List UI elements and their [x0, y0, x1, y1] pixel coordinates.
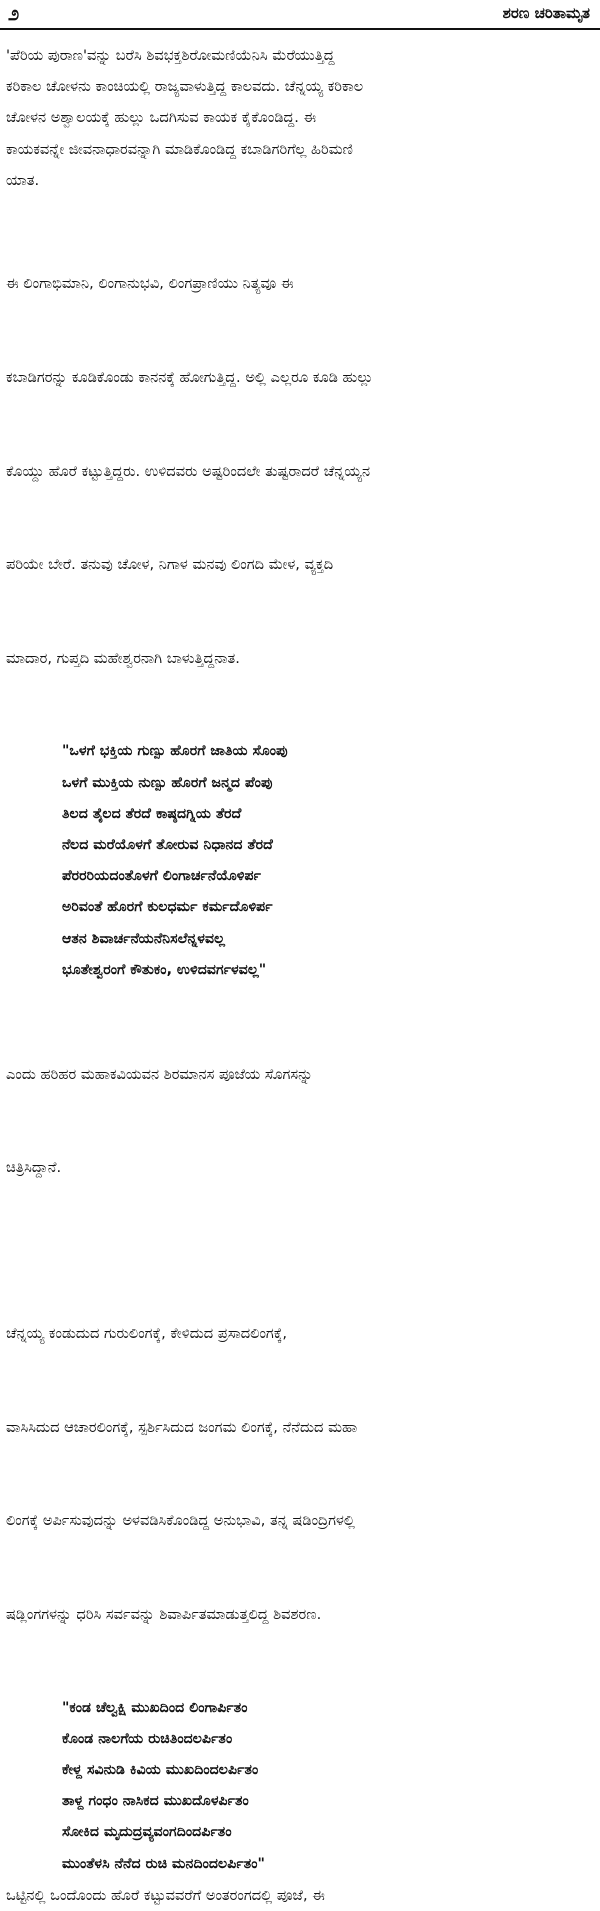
verse-line: ಭೂತೇಶ್ವರಂಗೆ ಕೌತುಕಂ, ಉಳಿದವರ್ಗಳವಲ್ಲ": [62, 961, 267, 978]
verse-line: ತಿಲದ ತೈಲದ ತೆರದೆ ಕಾಷ್ಠದಗ್ನಿಯ ತೆರದೆ: [62, 805, 242, 822]
paragraph: [6, 40, 594, 196]
paragraph-line: ಒಟ್ಟಿನಲ್ಲಿ ಒಂದೊಂದು ಹೊರೆ ಕಟ್ಟುವವರೆಗೆ ಅಂತರಂಗದಲ್ಲಿ ಪೂಜೆ, ಈ: [6, 1886, 325, 1904]
paragraph-line: ಕೊಯ್ದು ಹೊರೆ ಕಟ್ಟುತ್ತಿದ್ದರು. ಉಳಿದವರು ಅಷ್ಟರಿಂದಲೇ ತುಷ್ಟರಾದರೆ ಚೆನ್ನಯ್ಯನ: [6, 462, 371, 480]
paragraph-line: ಎಂದು ಹರಿಹರ ಮಹಾಕವಿಯವನ ಶಿರಮಾನಸ ಪೂಜೆಯ ಸೊಗಸನ್ನು: [6, 1065, 313, 1083]
paragraph-line: ಈ ಲಿಂಗಾಭಿಮಾನಿ, ಲಿಂಗಾನುಭವಿ, ಲಿಂಗಪ್ರಾಣಿಯು ನಿತ್ಯವೂ ಈ: [6, 275, 294, 293]
paragraph: [6, 206, 594, 736]
verse-line: ನೆಲದ ಮರೆಯೊಳಗೆ ತೋರುವ ನಿಧಾನದ ತೆರದೆ: [62, 837, 273, 854]
paragraph-gap: [6, 986, 594, 996]
paragraph-line: ಪರಿಯೇ ಬೇರೆ. ತನುವು ಚೋಳ, ನಿಗಾಳ ಮನವು ಲಿಂಗದಿ ಮೇಳ, ವ್ಯಕ್ತದಿ: [6, 556, 334, 574]
verse-line: ಸೋಕಿದ ಮೃದುದ್ರವ್ಯವಂಗದಿಂದರ್ಪಿತಂ: [62, 1824, 232, 1841]
paragraph-line: 'ಪೆರಿಯ ಪುರಾಣ'ವನ್ನು ಬರೆಸಿ ಶಿವಭಕ್ತಶಿರೋಮಣಿಯೆನಿಸಿ ಮೆರೆಯುತ್ತಿದ್ದ: [6, 47, 335, 64]
paragraph-line: ಕರಿಕಾಲ ಚೋಳನು ಕಾಂಚಿಯಲ್ಲಿ ರಾಜ್ಯವಾಳುತ್ತಿದ್ದ ಕಾಲವದು. ಚೆನ್ನಯ್ಯ ಕರಿಕಾಲ: [6, 78, 364, 96]
verse-line: ಒಳಗೆ ಮುಕ್ತಿಯ ನುಣ್ಪು ಹೊರಗೆ ಜನ್ಮದ ಪೆಂಪು: [62, 774, 273, 791]
verse-line: ತಾಳ್ದ ಗಂಧಂ ನಾಸಿಕದ ಮುಖದೊಳರ್ಪಿತಂ: [62, 1793, 249, 1810]
verse-line: ಕೇಳ್ದ ಸವಿನುಡಿ ಕಿವಿಯ ಮುಖದಿಂದಲರ್ಪಿತಂ: [62, 1761, 259, 1778]
paragraph-line: ಚೋಳನ ಅಶ್ವಾಲಯಕ್ಕೆ ಹುಲ್ಲು ಒದಗಿಸುವ ಕಾಯಕ ಕೈಕೊಂಡಿದ್ದ. ಈ: [6, 109, 317, 127]
paragraph-line: ಕಬಾಡಿಗರನ್ನು ಕೂಡಿಕೊಂಡು ಕಾನನಕ್ಕೆ ಹೋಗುತ್ತಿದ್ದ. ಅಲ್ಲಿ ಎಲ್ಲರೂ ಕೂಡಿ ಹುಲ್ಲು: [6, 369, 374, 387]
paragraph: [6, 1880, 594, 1911]
running-title: ಶರಣ ಚರಿತಾಮೃತ: [502, 4, 590, 22]
paragraph-line: ಮಾದಾರ, ಗುಪ್ತದಿ ಮಹೇಶ್ವರನಾಗಿ ಬಾಳುತ್ತಿದ್ದನಾತ.: [6, 649, 240, 667]
verse-line: ಮುಂತೆಳಸಿ ನೆನೆದ ರುಚಿ ಮನದಿಂದಲರ್ಪಿತಂ": [62, 1855, 265, 1872]
verse-line: "ಕಂಡ ಚೆಲ್ವಕ್ಷಿ ಮುಖದಿಂದ ಲಿಂಗಾರ್ಪಿತಂ: [62, 1699, 248, 1716]
header-rule: [0, 28, 600, 30]
page-number: ೨: [8, 1, 20, 25]
verse-line: ಪೆರರರಿಯದಂತೊಳಗೆ ಲಿಂಗಾರ್ಚನೆಯೊಳಿರ್ಪ: [62, 868, 261, 885]
verse-line: ಅರಿವಂತೆ ಹೊರಗೆ ಕುಲಧರ್ಮ ಕರ್ಮದೊಳಿರ್ಪ: [62, 899, 273, 916]
verse-block: [6, 736, 594, 986]
page-body: [6, 40, 594, 1911]
paragraph-gap: [6, 196, 594, 206]
paragraph-line: ಷಡ್ಲಿಂಗಗಳನ್ನು ಧರಿಸಿ ಸರ್ವವನ್ನು ಶಿವಾರ್ಪಿತಮಾಡುತ್ತಲಿದ್ದ ಶಿವಶರಣ.: [6, 1605, 322, 1623]
paragraph-line: ಕಾಯಕವನ್ನೇ ಜೀವನಾಧಾರವನ್ನಾಗಿ ಮಾಡಿಕೊಂಡಿದ್ದ ಕಬಾಡಿಗರಿಗೆಲ್ಲ ಹಿರಿಮಣಿ: [6, 140, 353, 158]
verse-line: ಆತನ ಶಿವಾರ್ಚನೆಯನೆನಿಸಲೆನ್ನಳವಲ್ಲ: [62, 930, 225, 947]
verse-line: "ಒಳಗೆ ಭಕ್ತಿಯ ಗುಣ್ಪು ಹೊರಗೆ ಜಾತಿಯ ಸೊಂಪು: [62, 743, 288, 760]
paragraph: [6, 1256, 594, 1693]
verse-line: ಕೊಂಡ ನಾಲಗೆಯ ರುಚಿತಿಂದಲರ್ಪಿತಂ: [62, 1730, 233, 1747]
paragraph-line: ಚಿತ್ರಿಸಿದ್ದಾನೆ.: [6, 1159, 62, 1177]
paragraph-line: ಯಾತ.: [6, 171, 40, 189]
page-header: [0, 0, 600, 32]
paragraph: [6, 996, 594, 1246]
paragraph-line: ವಾಸಿಸಿದುದ ಆಚಾರಲಿಂಗಕ್ಕೆ, ಸ್ಪರ್ಶಿಸಿದುದ ಜಂಗಮ ಲಿಂಗಕ್ಕೆ, ನೆನೆದುದ ಮಹಾ: [6, 1418, 358, 1436]
paragraph-line: ಲಿಂಗಕ್ಕೆ ಅರ್ಪಿಸುವುದನ್ನು ಅಳವಡಿಸಿಕೊಂಡಿದ್ದ ಅನುಭಾವಿ, ತನ್ನ ಷಡಿಂದ್ರಿಗಳಲ್ಲಿ: [6, 1512, 355, 1530]
paragraph-line: ಚೆನ್ನಯ್ಯ ಕಂಡುದುದ ಗುರುಲಿಂಗಕ್ಕೆ, ಕೇಳಿದುದ ಪ್ರಸಾದಲಿಂಗಕ್ಕೆ,: [6, 1325, 287, 1343]
paragraph-gap: [6, 1246, 594, 1256]
verse-block: [6, 1693, 594, 1880]
